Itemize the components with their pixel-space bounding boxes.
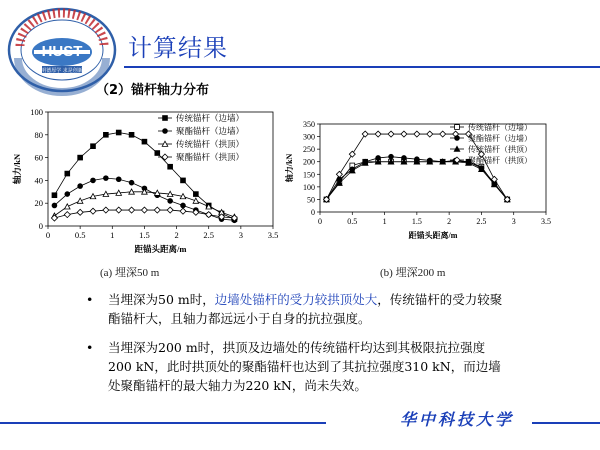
x-tick-label: 2.5 bbox=[476, 217, 487, 226]
data-point bbox=[116, 207, 122, 213]
bullet-1-highlight: 边墙处锚杆的受力较拱顶处大 bbox=[214, 292, 378, 307]
data-point bbox=[155, 151, 160, 156]
data-point bbox=[51, 215, 57, 221]
data-point bbox=[103, 132, 108, 137]
legend-label: 传统锚杆（边墙） bbox=[468, 123, 532, 132]
data-point bbox=[142, 139, 147, 144]
data-point bbox=[193, 192, 198, 197]
data-point bbox=[129, 132, 134, 137]
x-tick-label: 3 bbox=[511, 217, 516, 226]
bullet-dot: • bbox=[86, 340, 94, 355]
data-point bbox=[362, 131, 368, 137]
y-tick-label: 250 bbox=[303, 145, 315, 155]
legend-label: 聚酯锚杆（拱顶） bbox=[176, 152, 245, 162]
y-tick-label: 60 bbox=[34, 152, 43, 163]
x-tick-label: 1.5 bbox=[139, 230, 150, 240]
data-point bbox=[116, 177, 121, 182]
data-point bbox=[129, 180, 134, 185]
data-point bbox=[91, 144, 96, 149]
legend-label: 传统锚杆（拱顶） bbox=[176, 139, 245, 149]
bullet-1-after: ，传统锚杆的受力较聚酯锚杆大，且轴力都远远小于自身的抗拉强度。 bbox=[108, 292, 503, 326]
x-axis-label: 距锚头距离/m bbox=[408, 231, 458, 240]
data-point bbox=[77, 198, 83, 203]
logo-motto: 明德厚学 求是创新 bbox=[41, 68, 83, 74]
data-point bbox=[401, 131, 407, 137]
bullet-item-2 bbox=[86, 338, 506, 395]
x-tick-label: 3 bbox=[238, 230, 243, 240]
legend-marker bbox=[163, 116, 168, 121]
data-point bbox=[78, 184, 83, 189]
logo-center-text: HUST bbox=[41, 43, 83, 60]
bullet-text-2: 当埋深为200 m时，拱顶及边墙处的传统锚杆均达到其极限抗拉强度200 kN，此时拱顶处的聚酯锚杆也达到了其抗拉强度310 kN，而边墙处聚酯锚杆的最大轴力为220 kN，尚未失效。 bbox=[108, 340, 501, 393]
y-tick-label: 80 bbox=[34, 129, 43, 140]
y-tick-label: 50 bbox=[307, 195, 315, 205]
y-tick-label: 0 bbox=[311, 208, 315, 217]
title-divider bbox=[124, 66, 600, 68]
legend-marker bbox=[163, 129, 168, 134]
bullet-item-1 bbox=[86, 290, 506, 328]
caption-depth-50m: (a) 埋深50 m bbox=[100, 267, 160, 279]
y-tick-label: 200 bbox=[303, 157, 315, 167]
data-point bbox=[64, 204, 70, 209]
data-point bbox=[103, 176, 108, 181]
y-tick-label: 40 bbox=[34, 175, 43, 186]
legend-label: 聚酯锚杆（边墙） bbox=[468, 134, 532, 143]
data-point bbox=[349, 151, 355, 157]
chart-depth-200m-svg bbox=[285, 118, 570, 254]
x-axis-label: 距锚头距离/m bbox=[134, 244, 187, 254]
x-tick-label: 2 bbox=[447, 217, 452, 226]
y-tick-label: 150 bbox=[303, 170, 315, 180]
y-tick-label: 100 bbox=[30, 107, 43, 117]
data-point bbox=[78, 155, 83, 160]
footer-divider-left bbox=[0, 422, 326, 424]
data-point bbox=[116, 130, 121, 135]
data-point bbox=[77, 209, 83, 215]
legend-marker bbox=[455, 136, 460, 141]
data-point bbox=[181, 178, 186, 183]
data-point bbox=[168, 199, 173, 204]
data-point bbox=[154, 207, 160, 213]
data-point bbox=[141, 207, 147, 213]
y-axis-label: 轴力/kN bbox=[285, 153, 294, 183]
x-tick-label: 1.5 bbox=[411, 217, 422, 226]
data-point bbox=[206, 212, 212, 218]
y-tick-label: 100 bbox=[303, 182, 315, 192]
data-point bbox=[90, 208, 96, 214]
data-point bbox=[52, 193, 57, 198]
legend-marker bbox=[455, 125, 460, 130]
legend-label: 聚酯锚杆（边墙） bbox=[176, 126, 245, 136]
x-tick-label: 1 bbox=[110, 230, 115, 240]
caption-depth-200m: (b) 埋深200 m bbox=[380, 267, 446, 279]
x-tick-label: 1 bbox=[382, 217, 387, 226]
y-tick-label: 20 bbox=[34, 198, 43, 209]
data-point bbox=[440, 131, 446, 137]
data-point bbox=[168, 164, 173, 169]
data-point bbox=[167, 207, 173, 213]
data-point bbox=[181, 203, 186, 208]
chart-depth-200m bbox=[285, 118, 570, 258]
data-point bbox=[65, 192, 70, 197]
section-heading: （2）锚杆轴力分布 bbox=[96, 83, 210, 98]
chart-depth-50m bbox=[8, 104, 294, 266]
legend-label: 传统锚杆（边墙） bbox=[176, 113, 245, 123]
y-tick-label: 350 bbox=[303, 120, 315, 129]
data-point bbox=[375, 131, 381, 137]
x-tick-label: 0 bbox=[45, 230, 51, 240]
data-point bbox=[91, 178, 96, 183]
footer-divider-right bbox=[532, 422, 600, 424]
data-point bbox=[414, 131, 420, 137]
x-tick-label: 3.5 bbox=[541, 217, 551, 226]
footer-university-name: 华中科技大学 bbox=[400, 410, 515, 429]
x-tick-label: 0 bbox=[318, 217, 322, 226]
x-tick-label: 2.5 bbox=[203, 230, 215, 240]
x-tick-label: 2 bbox=[174, 230, 179, 240]
slide-title: 计算结果 bbox=[128, 34, 228, 62]
data-point bbox=[65, 171, 70, 176]
data-point bbox=[103, 207, 109, 213]
data-point bbox=[193, 198, 199, 203]
data-point bbox=[427, 131, 433, 137]
data-point bbox=[336, 171, 342, 177]
x-tick-label: 3.5 bbox=[267, 230, 279, 240]
data-point bbox=[180, 208, 186, 214]
bullet-text-1 bbox=[86, 290, 506, 328]
data-point bbox=[129, 207, 135, 213]
y-tick-label: 300 bbox=[303, 132, 315, 142]
x-tick-label: 0.5 bbox=[74, 230, 86, 240]
bullet-1-before: 当埋深为50 m时， bbox=[108, 292, 215, 307]
x-tick-label: 0.5 bbox=[347, 217, 358, 226]
data-point bbox=[52, 203, 57, 208]
legend-label: 聚酯锚杆（拱顶） bbox=[468, 156, 532, 165]
bullet-dot: • bbox=[86, 292, 94, 307]
legend-label: 传统锚杆（拱顶） bbox=[468, 145, 532, 154]
y-tick-label: 0 bbox=[38, 221, 43, 231]
chart-depth-50m-svg bbox=[8, 104, 294, 262]
data-point bbox=[64, 212, 70, 218]
data-point bbox=[388, 131, 394, 137]
y-axis-label: 轴力/kN bbox=[12, 153, 22, 185]
